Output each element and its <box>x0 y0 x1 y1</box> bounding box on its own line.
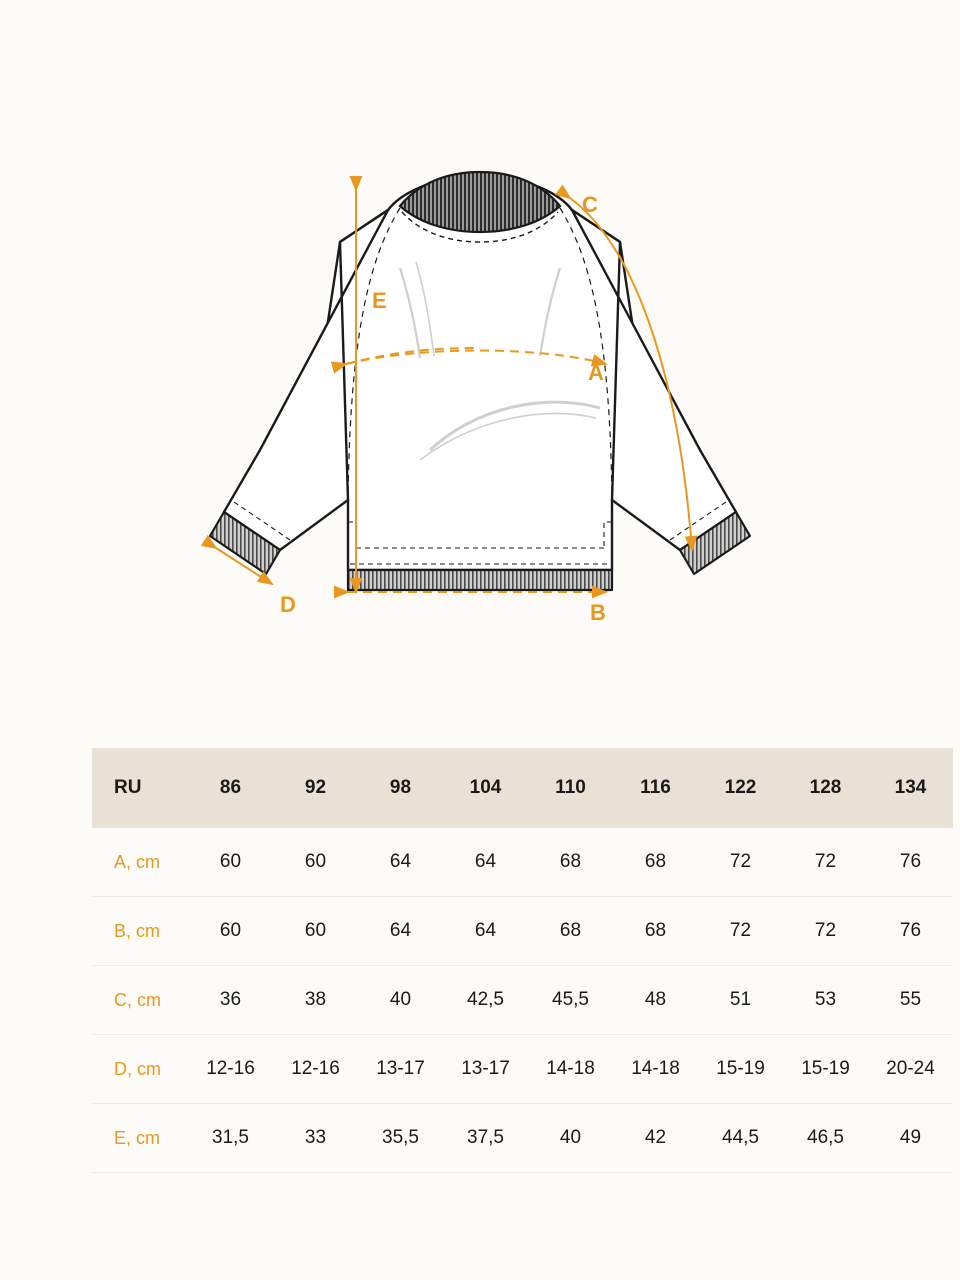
table-row <box>92 897 953 966</box>
cell-b-128: 72 <box>783 897 868 966</box>
cell-a-128: 72 <box>783 828 868 897</box>
cell-a-98: 64 <box>358 828 443 897</box>
row-label-d: D, cm <box>92 1035 188 1104</box>
header-size-134: 134 <box>868 748 953 828</box>
label-C: C <box>582 192 598 217</box>
cell-b-122: 72 <box>698 897 783 966</box>
cell-a-86: 60 <box>188 828 273 897</box>
cell-d-128: 15-19 <box>783 1035 868 1104</box>
size-table <box>92 748 953 1173</box>
cell-a-122: 72 <box>698 828 783 897</box>
cell-e-134: 49 <box>868 1104 953 1173</box>
header-size-98: 98 <box>358 748 443 828</box>
cell-b-104: 64 <box>443 897 528 966</box>
table-row <box>92 966 953 1035</box>
cell-c-92: 38 <box>273 966 358 1035</box>
sweatshirt-svg <box>100 150 860 670</box>
cell-b-110: 68 <box>528 897 613 966</box>
cell-a-92: 60 <box>273 828 358 897</box>
table-row <box>92 1104 953 1173</box>
cell-c-104: 42,5 <box>443 966 528 1035</box>
row-label-e: E, cm <box>92 1104 188 1173</box>
row-label-a: A, cm <box>92 828 188 897</box>
cell-d-116: 14-18 <box>613 1035 698 1104</box>
header-ru: RU <box>92 748 188 828</box>
header-size-104: 104 <box>443 748 528 828</box>
row-label-b: B, cm <box>92 897 188 966</box>
table-row <box>92 828 953 897</box>
cell-e-98: 35,5 <box>358 1104 443 1173</box>
cell-a-134: 76 <box>868 828 953 897</box>
cell-e-128: 46,5 <box>783 1104 868 1173</box>
header-size-92: 92 <box>273 748 358 828</box>
cell-b-98: 64 <box>358 897 443 966</box>
table-header-row <box>92 748 953 828</box>
cell-d-122: 15-19 <box>698 1035 783 1104</box>
cell-d-92: 12-16 <box>273 1035 358 1104</box>
cell-a-110: 68 <box>528 828 613 897</box>
cell-c-128: 53 <box>783 966 868 1035</box>
cell-a-104: 64 <box>443 828 528 897</box>
cell-e-86: 31,5 <box>188 1104 273 1173</box>
table-row <box>92 1035 953 1104</box>
garment-diagram <box>0 150 960 710</box>
cell-c-110: 45,5 <box>528 966 613 1035</box>
cell-e-116: 42 <box>613 1104 698 1173</box>
cell-c-122: 51 <box>698 966 783 1035</box>
cell-d-86: 12-16 <box>188 1035 273 1104</box>
cell-e-104: 37,5 <box>443 1104 528 1173</box>
label-E: E <box>372 288 387 313</box>
cell-c-86: 36 <box>188 966 273 1035</box>
header-size-116: 116 <box>613 748 698 828</box>
cell-a-116: 68 <box>613 828 698 897</box>
header-size-86: 86 <box>188 748 273 828</box>
cell-d-110: 14-18 <box>528 1035 613 1104</box>
cell-b-86: 60 <box>188 897 273 966</box>
cell-b-92: 60 <box>273 897 358 966</box>
cell-d-98: 13-17 <box>358 1035 443 1104</box>
label-A: A <box>588 360 604 385</box>
header-size-110: 110 <box>528 748 613 828</box>
garment-outline <box>210 172 750 590</box>
cell-e-92: 33 <box>273 1104 358 1173</box>
cell-d-134: 20-24 <box>868 1035 953 1104</box>
row-label-c: C, cm <box>92 966 188 1035</box>
label-B: B <box>590 600 606 625</box>
cell-b-116: 68 <box>613 897 698 966</box>
header-size-128: 128 <box>783 748 868 828</box>
label-D: D <box>280 592 296 617</box>
cell-c-116: 48 <box>613 966 698 1035</box>
cell-c-98: 40 <box>358 966 443 1035</box>
cell-e-110: 40 <box>528 1104 613 1173</box>
size-table-container <box>92 748 935 1173</box>
cell-e-122: 44,5 <box>698 1104 783 1173</box>
cell-d-104: 13-17 <box>443 1035 528 1104</box>
cell-c-134: 55 <box>868 966 953 1035</box>
header-size-122: 122 <box>698 748 783 828</box>
cell-b-134: 76 <box>868 897 953 966</box>
